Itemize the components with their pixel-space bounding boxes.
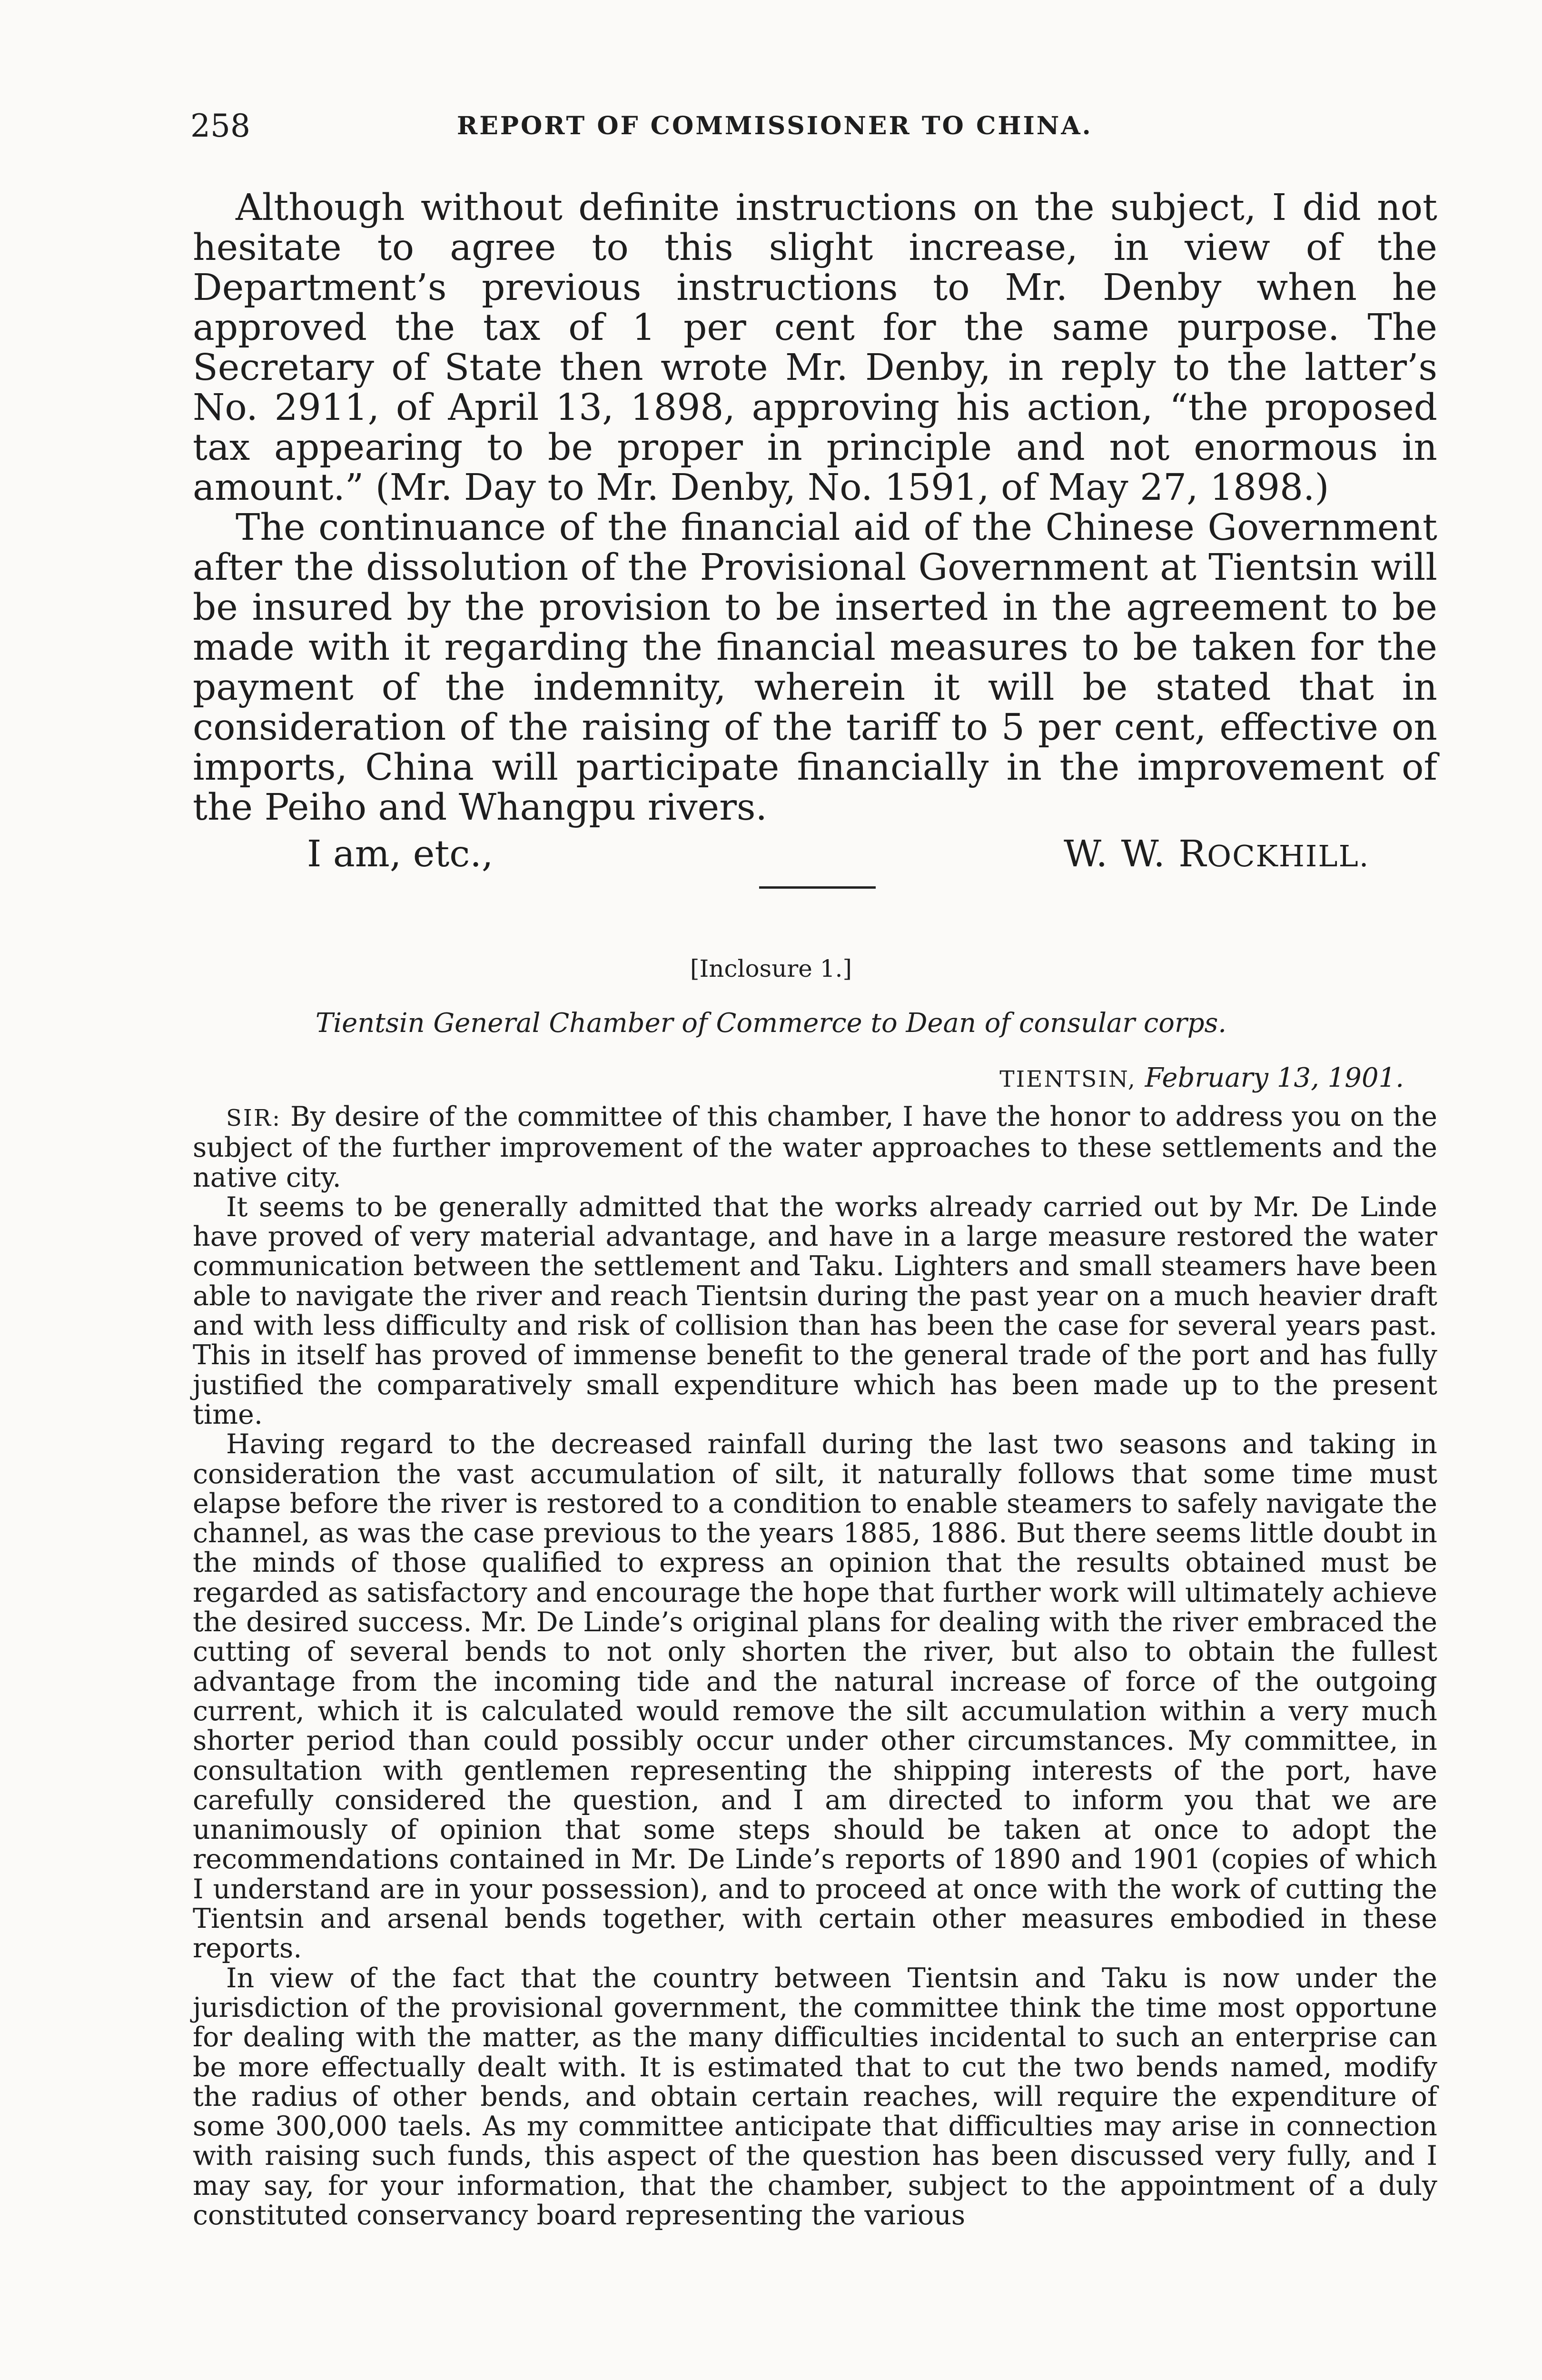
dateline-place: TIENTSIN, xyxy=(999,1066,1137,1092)
letter-paragraph: In view of the fact that the country between Tientsin and Taku is now under the jurisdiction of the provisional government, the committee think the time most opportune for dealing with the matter, as the many difficulties incidental to such an enterprise can be more effectually dealt with. It is estimated that to cut the two bends named, modify the radius of other bends, and obtain certain reaches, will require the expenditure of some 300,000 taels. As my committee anticipate that difficulties may arise in connection with raising such funds, this aspect of the question has been discussed very fully, and I may say, for your information, that the chamber, subject to the appointment of a duly constituted conservancy board representing the various xyxy=(193,1962,1437,2231)
closing: I am, etc., xyxy=(307,833,494,875)
paragraph: The continuance of the financial aid of the Chinese Government after the dissolution of the Provisional Government at Tientsin will be insured by the provision to be inserted in the agreement to be made with it regarding the financial measures to be taken for the payment of the indemnity, wherein it will be stated that in consideration of the raising of the tariff to 5 per cent, effective on imports, China will participate financially in the improvement of the Peiho and Whangpu rivers. xyxy=(193,506,1437,829)
signature-initials: W. W. R xyxy=(1064,833,1207,875)
main-text xyxy=(193,188,1437,878)
letter-body xyxy=(193,1102,1437,2230)
paragraph: Although without definite instructions on the subject, I did not hesitate to agree to this slight increase, in view of the Department’s previous instructions to Mr. Denby when he approved the tax of 1 per cent for the same purpose. The Secretary of State then wrote Mr. Denby, in reply to the latter’s No. 2911, of April 13, 1898, approving his action, “the proposed tax appearing to be proper in principle and not enormous in amount.” (Mr. Day to Mr. Denby, No. 1591, of May 27, 1898.) xyxy=(193,187,1437,509)
inclosure-label: [Inclosure 1.] xyxy=(690,955,852,982)
signature xyxy=(1064,831,1369,880)
inclosure-title: Tientsin General Chamber of Commerce to Dean of consular corps. xyxy=(315,1008,1227,1039)
salutation: SIR: xyxy=(226,1105,282,1131)
letter-paragraph: It seems to be generally admitted that the works already carried out by Mr. De Linde have proved of very material advantage, and have in a large measure restored the water communication between the settlement and Taku. Lighters and small steamers have been able to navigate the river and reach Tientsin during the past year on a much heavier draft and with less difficulty and risk of collision than has been the case for several years past. This in itself has proved of immense benefit to the general trade of the port and has fully justified the comparatively small expenditure which has been made up to the present time. xyxy=(193,1191,1437,1430)
letter-paragraph: Having regard to the decreased rainfall during the last two seasons and taking in consideration the vast accumulation of silt, it naturally follows that some time must elapse before the river is restored to a condition to enable steamers to safely navigate the channel, as was the case previous to the years 1885, 1886. But there seems little doubt in the minds of those qualified to express an opinion that the results obtained must be regarded as satisfactory and encourage the hope that further work will ultimately achieve the desired success. Mr. De Linde’s original plans for dealing with the river embraced the cutting of several bends to not only shorten the river, but also to obtain the fullest advantage from the incoming tide and the natural increase of force of the outgoing current, which it is calculated would remove the silt accumulation within a very much shorter period than could possibly occur under other circumstances. My committee, in consultation with gentlemen representing the shipping interests of the port, have carefully considered the question, and I am directed to inform you that we are unanimously of opinion that some steps should be taken at once to adopt the recommendations contained in Mr. De Linde’s reports of 1890 and 1901 (copies of which I understand are in your possession), and to proceed at once with the work of cutting the Tientsin and arsenal bends together, with certain other measures embodied in these reports. xyxy=(193,1428,1437,1964)
letter-paragraph-text: By desire of the committee of this chamber, I have the honor to address you on the subject of the further improvement of the water approaches to these settlements and the native city. xyxy=(193,1101,1438,1193)
signature-surname: OCKHILL. xyxy=(1207,839,1370,873)
closing-block xyxy=(193,831,1437,878)
running-title: REPORT OF COMMISSIONER TO CHINA. xyxy=(457,111,1093,140)
page-header xyxy=(190,105,1437,148)
dateline xyxy=(999,1059,1404,1099)
section-divider xyxy=(759,886,876,889)
letter-paragraph xyxy=(193,1102,1437,1192)
page-number: 258 xyxy=(190,108,250,144)
dateline-date: February 13, 1901. xyxy=(1145,1062,1404,1093)
